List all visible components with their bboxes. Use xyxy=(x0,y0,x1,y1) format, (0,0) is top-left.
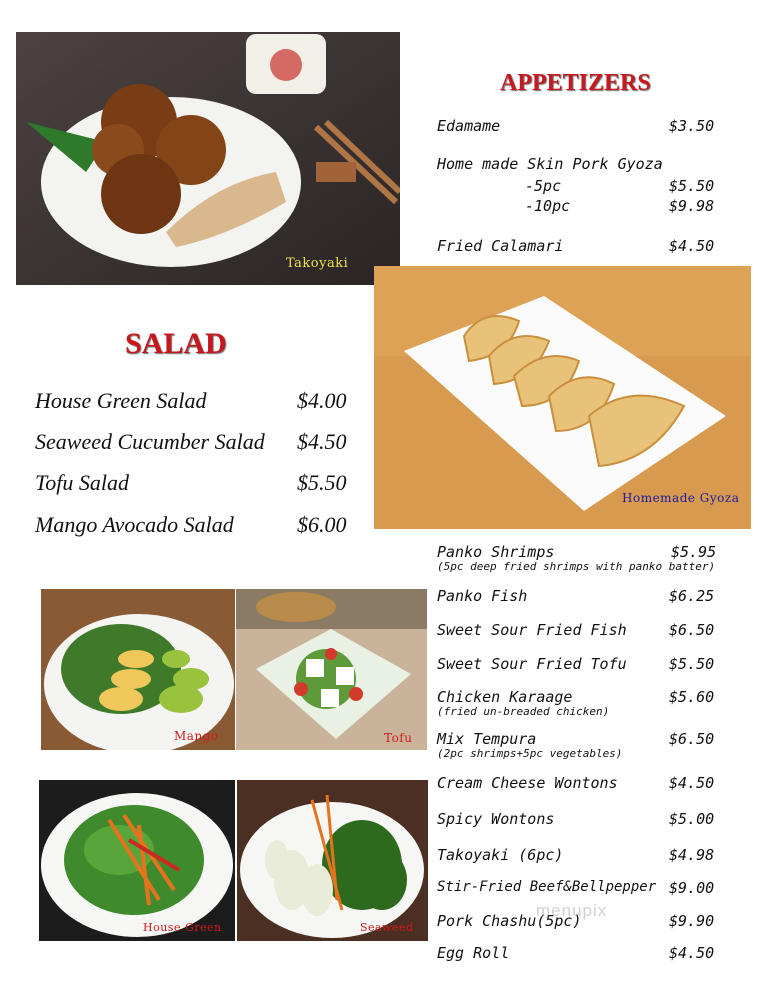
takoyaki-caption: Takoyaki xyxy=(286,256,349,271)
list-item xyxy=(437,621,727,641)
list-item xyxy=(437,177,727,197)
item-price: $5.50 xyxy=(669,177,715,195)
item-price: $4.50 xyxy=(669,944,715,962)
item-name: Mango Avocado Salad xyxy=(35,512,234,537)
item-name: Chicken Karaage xyxy=(437,688,573,706)
item-note: (fried un-breaded chicken) xyxy=(437,705,610,718)
item-price: $4.50 xyxy=(669,774,715,792)
item-name: -10pc xyxy=(525,197,571,215)
list-item xyxy=(437,688,727,722)
item-price: $4.98 xyxy=(669,846,715,864)
item-name: Panko Fish xyxy=(437,587,528,605)
item-note: (2pc shrimps+5pc vegetables) xyxy=(437,747,623,760)
appetizers-heading: APPETIZERS xyxy=(500,70,651,96)
seaweed-salad-photo xyxy=(237,780,428,941)
item-name: Egg Roll xyxy=(437,944,510,962)
tofu-salad-photo xyxy=(236,589,427,750)
list-item xyxy=(35,512,355,540)
salad-heading: SALAD xyxy=(125,327,227,360)
list-item xyxy=(437,846,727,866)
item-name: Cream Cheese Wontons xyxy=(437,774,618,792)
item-name: Stir-Fried Beef&Bellpepper xyxy=(437,879,657,895)
item-name: Tofu Salad xyxy=(35,470,129,495)
item-name: Fried Calamari xyxy=(437,237,564,255)
item-price: $9.90 xyxy=(669,912,715,930)
item-price: $6.50 xyxy=(669,621,715,639)
item-name: Mix Tempura xyxy=(437,730,537,748)
list-item xyxy=(437,879,727,899)
house-green-salad-photo xyxy=(39,780,235,941)
list-item xyxy=(437,730,727,764)
list-item xyxy=(437,655,727,675)
takoyaki-photo xyxy=(16,32,400,285)
item-name: Spicy Wontons xyxy=(437,810,555,828)
list-item xyxy=(437,237,727,257)
list-item xyxy=(437,810,727,830)
list-item xyxy=(437,774,727,794)
seaweed-caption: Seaweed xyxy=(360,921,414,934)
list-item xyxy=(437,543,727,577)
list-item xyxy=(35,470,355,498)
item-price: $5.50 xyxy=(297,470,347,495)
item-note: (5pc deep fried shrimps with panko batter) xyxy=(437,560,716,573)
list-item xyxy=(35,388,355,416)
item-name: Pork Chashu(5pc) xyxy=(437,912,582,930)
item-price: $6.50 xyxy=(669,730,715,748)
item-price: $6.25 xyxy=(669,587,715,605)
item-price: $4.50 xyxy=(669,237,715,255)
item-name: House Green Salad xyxy=(35,388,207,413)
tofu-caption: Tofu xyxy=(384,731,413,745)
gyoza-caption: Homemade Gyoza xyxy=(622,491,740,505)
list-item xyxy=(35,429,355,457)
item-price: $3.50 xyxy=(669,117,715,135)
item-name: -5pc xyxy=(525,177,562,195)
item-name: Sweet Sour Fried Fish xyxy=(437,621,627,639)
list-item xyxy=(437,117,727,137)
item-price: $5.00 xyxy=(669,810,715,828)
item-price: $6.00 xyxy=(297,512,347,537)
item-price: $4.50 xyxy=(297,429,347,454)
item-name: Edamame xyxy=(437,117,501,135)
item-price: $9.98 xyxy=(669,197,715,215)
gyoza-photo xyxy=(374,266,751,529)
list-item xyxy=(437,587,727,607)
item-price: $4.00 xyxy=(297,388,347,413)
watermark: menupix xyxy=(536,901,608,920)
mango-salad-photo xyxy=(41,589,235,750)
list-item xyxy=(437,197,727,217)
item-price: $5.60 xyxy=(669,688,715,706)
item-price: $9.00 xyxy=(669,879,715,897)
item-price: $5.95 xyxy=(671,543,717,561)
item-name: Seaweed Cucumber Salad xyxy=(35,429,265,454)
house-green-caption: House Green xyxy=(143,921,222,934)
list-item xyxy=(437,944,727,964)
mango-caption: Mango xyxy=(174,729,219,743)
item-name: Sweet Sour Fried Tofu xyxy=(437,655,627,673)
list-item xyxy=(437,155,727,175)
item-name: Takoyaki (6pc) xyxy=(437,846,564,864)
item-price: $5.50 xyxy=(669,655,715,673)
item-name: Home made Skin Pork Gyoza xyxy=(437,155,663,173)
item-name: Panko Shrimps xyxy=(437,543,555,561)
